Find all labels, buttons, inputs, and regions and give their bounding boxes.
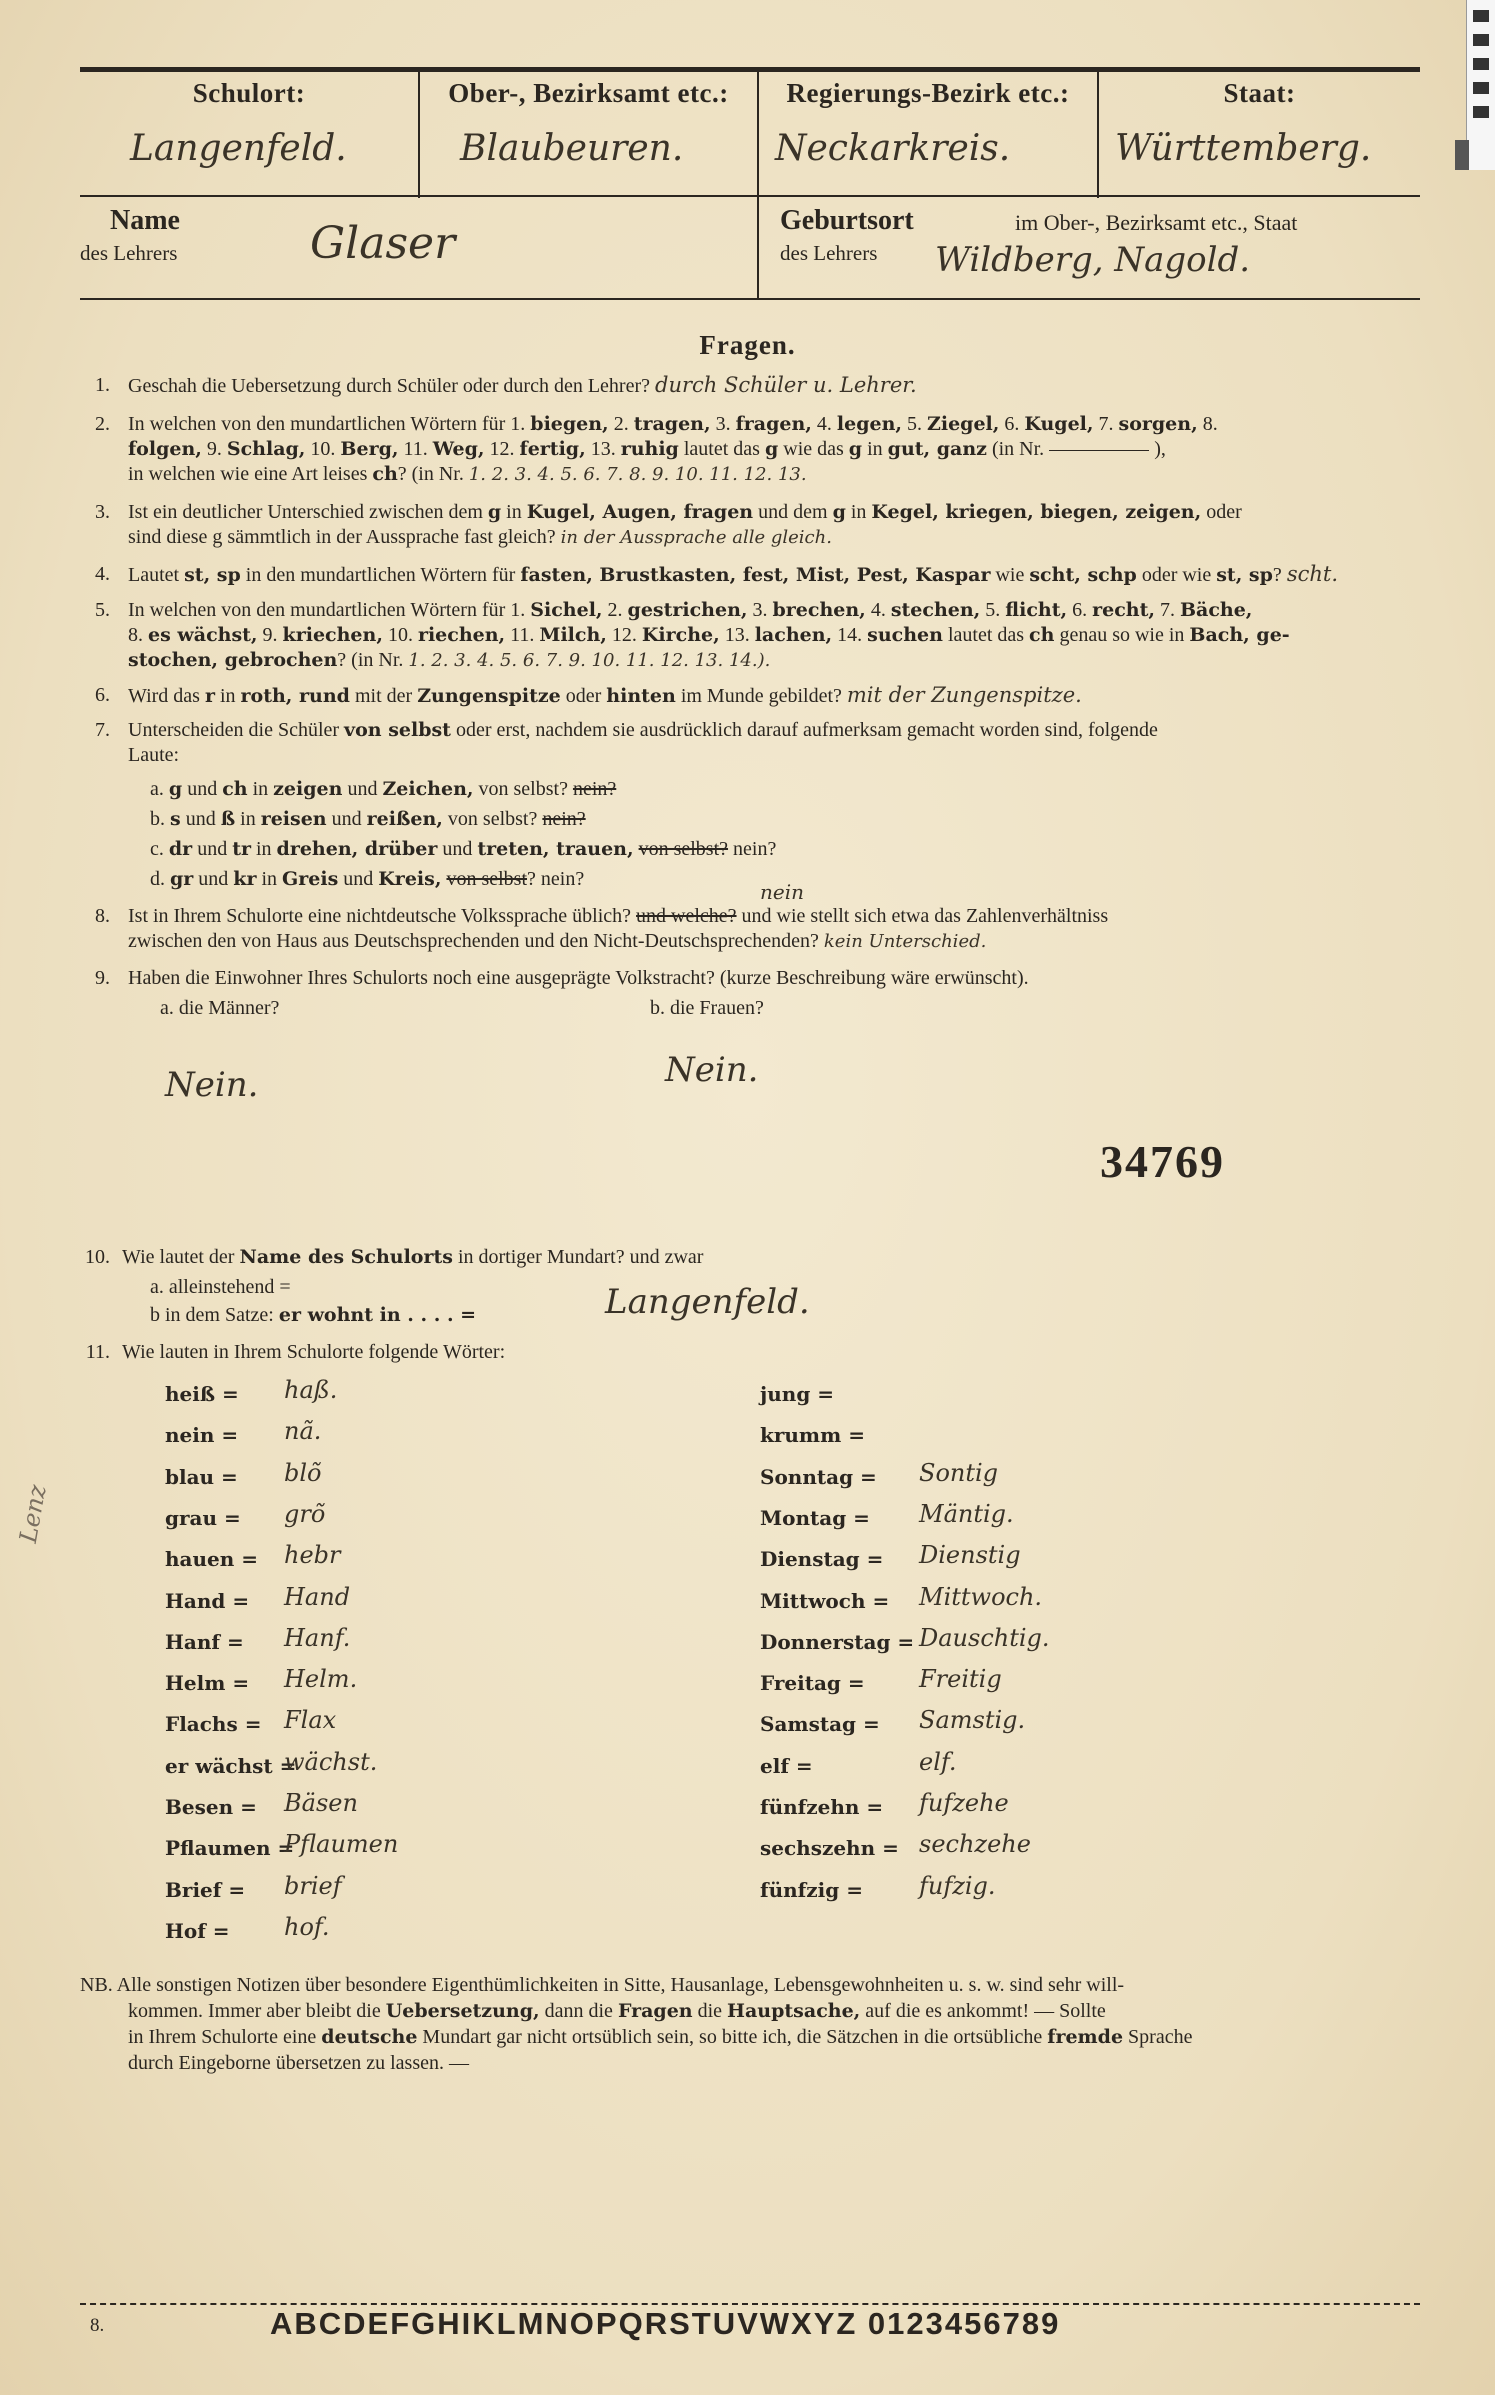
word-left-answer: Hand [284,1582,351,1611]
footer-page-number: 8. [90,2315,105,2336]
word-right-row [760,1706,1026,1737]
word-left-word: er wächst = [165,1753,297,1778]
word-right-row [760,1747,957,1779]
label-geburtsort-note: im Ober-, Bezirksamt etc., Staat [1015,210,1298,235]
word-left-row [165,1582,351,1614]
word-right-row [760,1871,996,1903]
answer-8-above: nein [760,880,804,904]
word-left-row [165,1623,351,1655]
word-right-row [760,1541,1021,1572]
answer-8: kein Unterschied. [823,931,987,952]
answer-2: 1. 2. 3. 4. 5. 6. 7. 8. 9. 10. 11. 12. 13. [468,464,807,485]
word-left-answer: brief [284,1871,342,1900]
value-geburtsort: Wildberg, Nagold. [935,240,1251,280]
word-right-answer: Samstig. [919,1706,1026,1735]
label-oberamt: Ober-, Bezirksamt etc.: [448,78,729,108]
word-right-row [760,1623,1050,1655]
question-5: 5. In welchen von den mundartlichen Wörtern für 1. Sichel, 2. gestrichen, 3. brechen, 4. stechen, 5. flicht, 6. recht, 7. Bäche, 8. es wächst, 9. kriechen, 10. riechen, 11. Milch, 12. Kirche, 13. lachen, 14. suchen lautet das ch genau so wie in Bach, ge- stochen, gebrochen? (in Nr. 1. 2. 3. 4. 5. 6. 7. 9. 10. 11. 12. 13. 14.). [95,599,1290,671]
word-left-row [165,1747,378,1779]
word-left-answer: Flax [284,1706,337,1735]
word-left-row [165,1665,358,1696]
word-right-row [760,1458,999,1490]
word-right-word: Samstag = [760,1712,880,1737]
word-left-row [165,1706,337,1737]
header-mid-rule [80,195,1420,197]
word-left-row [165,1458,322,1490]
word-left-answer: blõ [284,1458,322,1487]
word-left-row [165,1499,326,1531]
word-right-row [760,1382,834,1407]
word-left-answer: haß. [284,1376,338,1404]
word-right-row [760,1830,1031,1861]
label-schulort: Schulort: [192,78,306,108]
margin-pencil-note: Lenz [14,1482,52,1545]
word-right-word: fünfzig = [760,1877,863,1902]
word-left-word: hauen = [165,1547,259,1572]
word-right-answer: Sontig [919,1458,999,1487]
word-left-answer: Pflaumen [284,1830,399,1859]
word-right-row [760,1665,1002,1696]
answer-9a: Nein. [165,1065,259,1105]
word-left-row [165,1789,358,1820]
value-teacher-name: Glaser [310,218,456,269]
word-left-word: Flachs = [165,1712,262,1737]
nb-notice: NB. Alle sonstigen Notizen über besondere Eigenthümlichkeiten in Sitte, Hausanlage, Lebensgewohnheiten u. s. w. sind sehr will- kommen. Immer aber bleibt die Uebersetzung, dann die Fragen die Hauptsache, auf die es ankommt! — Sollte in Ihrem Schulorte eine deutsche Mundart gar nicht ortsüblich sein, so bitte ich, die Sätzchen in die ortsübliche fremde Sprache durch Eingeborne übersetzen zu lassen. — [80,1974,1193,2074]
word-left-word: grau = [165,1505,241,1530]
question-9a: a. die Männer? [160,997,280,1019]
word-left-word: Pflaumen = [165,1836,295,1861]
question-3: 3. Ist ein deutlicher Unterschied zwischen dem g in Kugel, Augen, fragen und dem g in Kegel, kriegen, biegen, zeigen, oder sind diese g sämmtlich in der Aussprache fast gleich? in der Aussprache alle gleich. [95,501,1242,548]
question-9: 9. Haben die Einwohner Ihres Schulorts noch eine ausgeprägte Volkstracht? (kurze Beschreibung wäre erwünscht). [95,967,1029,989]
question-8: 8. Ist in Ihrem Schulorte eine nichtdeutsche Volkssprache üblich? und welche? und wie stellt sich etwa das Zahlenverhältniss zwischen den von Haus aus Deutschsprechenden und den Nicht-Deutschsprechenden? kein Unterschied. [95,905,1109,952]
word-right-answer: fufzehe [919,1789,1009,1817]
word-left-word: heiß = [165,1382,239,1406]
word-left-word: blau = [165,1464,238,1489]
word-left-word: Hanf = [165,1629,244,1654]
value-oberamt: Blaubeuren. [460,128,684,169]
word-left-answer: wächst. [284,1747,378,1776]
word-right-word: krumm = [760,1423,865,1448]
word-left-row [165,1912,330,1944]
value-regierungsbezirk: Neckarkreis. [775,128,1011,169]
word-right-answer: fufzig. [919,1871,996,1900]
question-1: 1. Geschah die Uebersetzung durch Schüler oder durch den Lehrer? durch Schüler u. Lehrer. [95,373,917,397]
label-regierungsbezirk: Regierungs-Bezirk etc.: [786,78,1070,108]
footer-alphabet: ABCDEFGHIKLMNOPQRSTUVWXYZ 0123456789 [270,2306,1061,2341]
word-right-word: Dienstag = [760,1547,884,1572]
fragen-title: Fragen. [699,330,796,360]
scan-color-strip [1466,0,1495,170]
question-11: 11. Wie lauten in Ihrem Schulorte folgende Wörter: [85,1341,506,1363]
word-right-word: Sonntag = [760,1464,877,1489]
word-left-row [165,1541,341,1572]
question-7a: a. g und ch in zeigen und Zeichen, von selbst? nein? [150,778,617,800]
word-right-row [760,1789,1009,1820]
question-10b: b in dem Satze: er wohnt in . . . . = [150,1304,477,1326]
label-staat: Staat: [1223,78,1296,108]
question-7c: c. dr und tr in drehen, drüber und treten, trauen, von selbst? nein? [150,838,777,860]
word-right-word: elf = [760,1753,813,1778]
word-right-word: Donnerstag = [760,1629,915,1654]
value-staat: Württemberg. [1115,128,1372,169]
answer-1: durch Schüler u. Lehrer. [655,373,917,397]
word-left-answer: Bäsen [284,1789,358,1817]
footer-rule [80,2303,1420,2305]
word-left-answer: Helm. [284,1665,358,1694]
word-right-row [760,1499,1014,1531]
label-geburtsort: Geburtsort [780,205,914,236]
word-right-answer: Dienstig [919,1541,1021,1570]
label-geburtsort-sub: des Lehrers [780,241,878,265]
answer-6: mit der Zungenspitze. [846,683,1082,707]
question-10: 10. Wie lautet der Name des Schulorts in dortiger Mundart? und zwar [85,1246,704,1268]
word-left-answer: hof. [284,1912,330,1941]
word-right-word: Freitag = [760,1671,865,1696]
word-left-answer: grõ [284,1499,326,1528]
question-7d: d. gr und kr in Greis und Kreis, von selbst? nein? [150,868,585,890]
answer-3: in der Aussprache alle gleich. [560,527,832,548]
word-left-answer: nã. [284,1417,322,1446]
word-left-word: Besen = [165,1795,257,1819]
word-right-row [760,1582,1043,1614]
word-left-row [165,1871,342,1903]
word-right-answer: Freitig [919,1665,1002,1694]
word-left-word: Hand = [165,1588,250,1613]
word-left-answer: Hanf. [284,1623,351,1652]
word-right-word: Montag = [760,1505,870,1530]
label-name-sub: des Lehrers [80,241,178,265]
question-9b: b. die Frauen? [650,997,764,1019]
word-left-word: Helm = [165,1671,250,1696]
question-10a: a. alleinstehend = [150,1276,291,1298]
archive-number-stamp: 34769 [1100,1136,1225,1187]
word-right-word: sechszehn = [760,1836,899,1861]
word-right-answer: elf. [919,1747,957,1776]
word-right-word: jung = [760,1382,835,1406]
word-left-row [165,1417,322,1448]
word-left-word: Hof = [165,1918,230,1943]
word-right-row [760,1423,865,1448]
question-7b: b. s und ß in reisen und reißen, von selbst? nein? [150,808,586,830]
word-right-word: fünfzehn = [760,1795,884,1819]
question-6: 6. Wird das r in roth, rund mit der Zungenspitze oder hinten im Munde gebildet? mit der Zungenspitze. [95,683,1082,707]
value-schulort: Langenfeld. [130,128,347,169]
word-right-answer: Mittwoch. [919,1582,1043,1611]
question-2: 2. In welchen von den mundartlichen Wörtern für 1. biegen, 2. tragen, 3. fragen, 4. legen, 5. Ziegel, 6. Kugel, 7. sorgen, 8. folgen, 9. Schlag, 10. Berg, 11. Weg, 12. fertig, 13. ruhig lautet das g wie das g in gut, ganz (in Nr. ), in welchen wie eine Art leises ch? (in Nr. 1. 2. 3. 4. 5. 6. 7. 8. 9. 10. 11. 12. 13. [95,413,1218,485]
word-left-row [165,1376,338,1407]
word-left-answer: hebr [284,1541,341,1570]
word-right-answer: Dauschtig. [919,1623,1050,1652]
label-name: Name [110,205,180,236]
word-right-answer: sechzehe [919,1830,1031,1859]
answer-5: 1. 2. 3. 4. 5. 6. 7. 9. 10. 11. 12. 13. 14.). [408,650,771,671]
word-left-row [165,1830,399,1861]
question-7: 7. Unterscheiden die Schüler von selbst oder erst, nachdem sie ausdrücklich darauf aufmerksam gemacht worden sind, folgende Laute: [95,719,1158,766]
header-low-rule [80,298,1420,300]
header-top-rule [80,67,1420,72]
word-right-word: Mittwoch = [760,1588,890,1613]
answer-4: scht. [1286,562,1338,586]
word-left-word: nein = [165,1423,239,1448]
question-4: 4. Lautet st, sp in den mundartlichen Wörtern für fasten, Brustkasten, fest, Mist, Pest, Kaspar wie scht, schp oder wie st, sp? scht. [95,562,1338,586]
word-left-word: Brief = [165,1877,246,1902]
word-right-answer: Mäntig. [919,1499,1014,1528]
answer-10: Langenfeld. [605,1282,810,1322]
answer-9b: Nein. [665,1050,759,1090]
